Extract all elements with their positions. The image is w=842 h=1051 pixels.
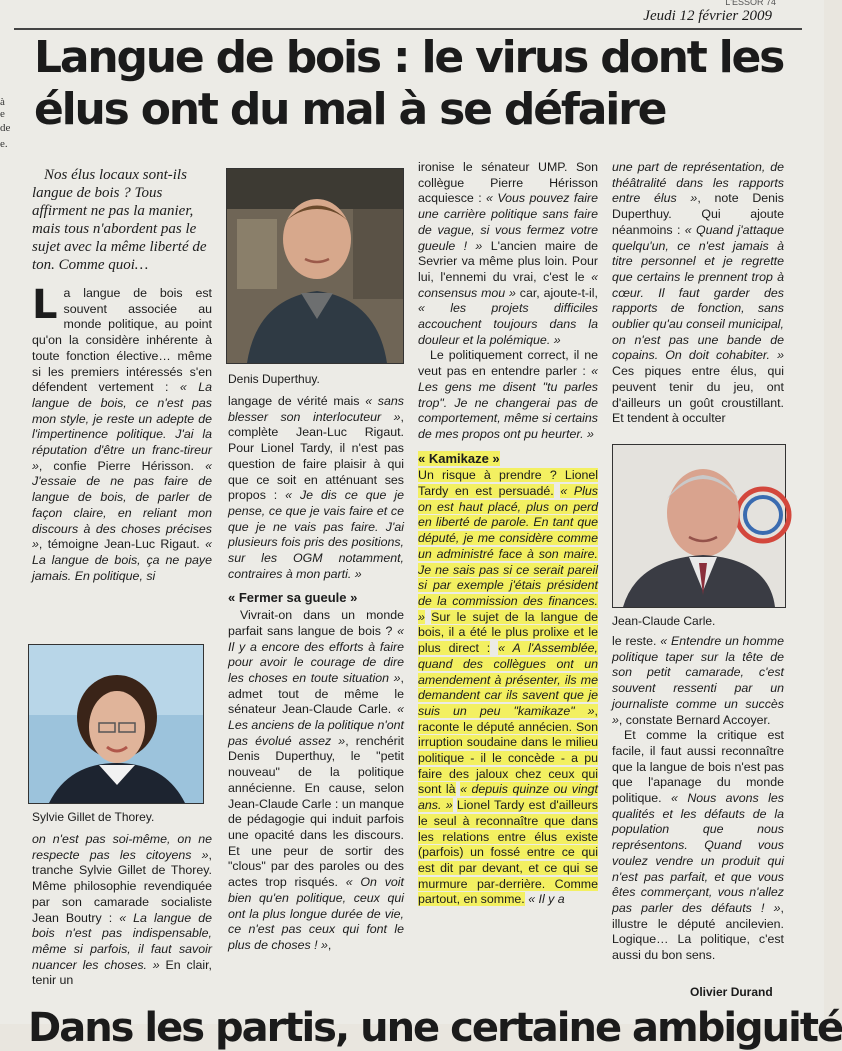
col3-text: car, ajoute-t-il,: [519, 285, 598, 300]
col3-text: Sur le sujet de la langue de bois, il a été le plus prolixe et le plus direct :: [418, 609, 598, 656]
headline: Langue de bois : le virus dont les élus ont du mal à se défaire: [34, 32, 784, 135]
quote: « Quand j'attaque quelqu'un, ce n'est jamais à titre personnel et je regrette que certains le prennent trop à cœur. Il faut garder des rapports de fonction, sans oublier qu'au conseil municipal, on n'est pas une bande de copains. On doit cohabiter. »: [612, 222, 784, 363]
caption-denis: Denis Duperthuy.: [228, 372, 320, 386]
col2-text: langage de vérité mais: [228, 394, 360, 408]
photo-denis-duperthuy: [226, 168, 404, 364]
left-strip-text: e: [0, 108, 5, 120]
left-strip-text: à: [0, 96, 5, 108]
col3-text: Un risque à prendre ? Lionel Tardy en est persuadé.: [418, 468, 598, 499]
quote: une part de représentation, de théâtralité dans les rapports entre élus »: [612, 160, 784, 206]
col2-text: , admet tout de même le sénateur Jean-Claude Carle.: [228, 670, 404, 717]
caption-sylvie: Sylvie Gillet de Thorey.: [32, 810, 155, 824]
quote: « La langue de bois, ce n'est pas mon style, je reste un adepte de l'impertinence politique. J'ai la réputation d'être un franc-tireur »: [32, 380, 212, 473]
quote: « Les gens me disent "tu parles trop". Je ne changerai pas de comportement, même si certains de mes propos ont pu heurter. »: [418, 364, 598, 441]
quote: « consensus mou »: [418, 269, 598, 300]
highlighted-passage: [418, 468, 598, 908]
quote: « Il y a: [528, 892, 565, 907]
col4-text: Ces piques entre élus, qui peuvent tenir du jeu, ont d'ailleurs un goût croustillant. Et tendent à occulter: [612, 364, 784, 426]
bottom-headline: Dans les partis, une certaine ambiguité: [28, 1005, 842, 1051]
publication-name: L'ESSOR 74: [725, 0, 776, 7]
quote: « depuis quinze ou vingt ans. »: [418, 782, 598, 813]
quote: « On voit bien qu'en politique, ceux qui ont la plus longue durée de vie, ce n'est pas ceux qui font le plus de choses ! »: [228, 875, 404, 952]
col4-text: , illustre le député ancilevien. Logique… La politique, c'est aussi du bon sens.: [612, 900, 784, 963]
column-3: [418, 160, 598, 908]
portrait-older-man-image: [613, 445, 785, 607]
quote: « A l'Assemblée, quand des collègues ont un amendement à présenter, ils me demandent car ils savent que je suis un peu "kamikaze" »: [418, 641, 598, 718]
col4-text: , note Denis Duperthuy. Qui ajoute néanmoins :: [612, 191, 784, 237]
col3-text: Lionel Tardy est d'ailleurs le seul à reconnaître que dans les relations entre élus existe (parfois) un fossé entre ce qui est dit par devant, et ce qui se murmure par-derrière. Comme partout, en somme.: [418, 798, 598, 907]
col1-text: , tranche Sylvie Gillet de Thorey. Même philosophie revendiquée par son camarade socialiste Jean Boutry :: [32, 847, 212, 925]
quote: « Il y a encore des efforts à faire pour avoir le courage de dire les choses en toute situation »: [228, 623, 404, 685]
column-4-continued: [612, 634, 784, 964]
col4-text: , constate Bernard Accoyer.: [618, 712, 771, 727]
photo-sylvie-gillet: [28, 644, 204, 804]
drop-cap: L: [32, 282, 58, 328]
col2-text: Vivrait-on dans un monde parfait sans langue de bois ?: [228, 608, 404, 638]
quote: « les projets difficiles accouchent toujours dans la douleur et la polémique. »: [418, 301, 598, 347]
chapo: Nos élus locaux sont-ils langue de bois ? Tous affirment ne pas la manier, mais tous n'abordent pas le sujet avec la même liberté de ton. Comme quoi…: [32, 167, 207, 273]
quote: « La langue de bois n'est pas indispensable, même si parfois, il faut savoir nuancer les choses. »: [32, 910, 212, 972]
issue-date: Jeudi 12 février 2009: [643, 8, 772, 24]
quote: « La langue de bois, ça ne paye jamais. En politique, si: [32, 537, 212, 583]
col3-text: Le politiquement correct, il ne veut pas en entendre parler :: [418, 348, 598, 379]
col1-text: a langue de bois est souvent associée au monde politique, au point qu'on la considère inhérente à toute fonction élective… même si les premiers intéressés s'en défendent vertement :: [32, 286, 212, 395]
col3-text: ironise le sénateur UMP. Son collègue Pierre Hérisson acquiesce :: [418, 160, 598, 206]
col3-text: , raconte le député annécien. Son irruption soudaine dans le milieu politique - il le concède - a pu faire des jaloux chez ceux qui sont là: [418, 703, 598, 797]
quote: « Entendre un homme politique taper sur la tête de son petit camarade, c'est souvent ressenti par un journaliste comme un succès »: [612, 634, 785, 727]
subhead-kamikaze: [418, 451, 598, 467]
quote: « J'essaie de ne pas faire de langue de bois, de parler de façon claire, en reliant mon discours à des choses précises »: [32, 458, 212, 552]
portrait-man-image: [227, 169, 403, 363]
quote: « Vous pouvez faire une carrière politique sans faire de vague, si vous fermez votre gueule ! »: [418, 191, 598, 253]
quote: « Je dis ce que je pense, ce que je vais faire et ce que je ne vais pas faire. J'ai plusieurs fois pris des positions, sur les OGM notamment, contraires à mon parti. »: [228, 488, 404, 581]
column-1: [32, 166, 212, 584]
col1-text: En clair, tenir un: [32, 957, 212, 988]
portrait-woman-image: [29, 645, 203, 803]
quote: on n'est pas soi-même, on ne respecte pas les citoyens »: [32, 832, 212, 862]
col2-text: ,: [327, 937, 332, 952]
col2-text: , renchérit Denis Duperthuy, le "petit nouveau" de la politique annécienne. En cause, selon Jean-Claude Carle : un manque de pédagogie qui induit parfois une opacité dans les discours. Et une peur de sortir des "clous" par des paroles ou des actes trop risqués.: [228, 733, 405, 890]
quote: « Nous avons les qualités et les défauts de la population que nous représentons. Quand vous voulez vendre un produit qui n'est pas parfait, et que vous êtes commerçant, vous n'allez pas parler des défauts ! »: [612, 791, 784, 915]
col1-text: , témoigne Jean-Luc Rigaut.: [38, 537, 200, 552]
subhead-kamikaze-text: « Kamikaze »: [418, 450, 500, 466]
left-strip-text: e.: [0, 138, 8, 150]
col4-text: le reste.: [612, 634, 657, 648]
quote: « sans blesser son interlocuteur »: [228, 394, 404, 424]
subhead-fermer-sa-gueule: « Fermer sa gueule »: [228, 590, 358, 606]
col1-text: , confie Pierre Hérisson.: [38, 458, 195, 473]
author-signature: Olivier Durand: [690, 985, 773, 999]
col4-text: Et comme la critique est facile, il faut aussi reconnaître que la langue de bois n'est pas que l'apanage du monde politique.: [612, 728, 784, 806]
quote: « Plus on est haut placé, plus on perd en liberté de parole. En tant que député, je me considère comme un administré face à son maire. Je ne sais pas si ce serait pareil si par exemple j'étais président de la commission des finances. »: [418, 484, 598, 624]
top-rule: [14, 28, 802, 30]
quote: « Les anciens de la politique n'ont pas évolué assez »: [228, 702, 404, 748]
col3-text: L'ancien maire de Sevrier va même plus loin. Pour lui, l'ennemi du vrai, c'est le: [418, 238, 598, 284]
photo-jean-claude-carle: [612, 444, 786, 608]
caption-jean-claude: Jean-Claude Carle.: [612, 614, 716, 628]
column-1-continued: [32, 832, 212, 989]
left-strip-text: de: [0, 122, 11, 134]
col2-text: , complète Jean-Luc Rigaut. Pour Lionel Tardy, il n'est pas question de faire plaisir à qui que ce soit en atténuant ses propos :: [228, 409, 404, 503]
column-2: [228, 394, 404, 954]
column-4: [612, 160, 784, 427]
